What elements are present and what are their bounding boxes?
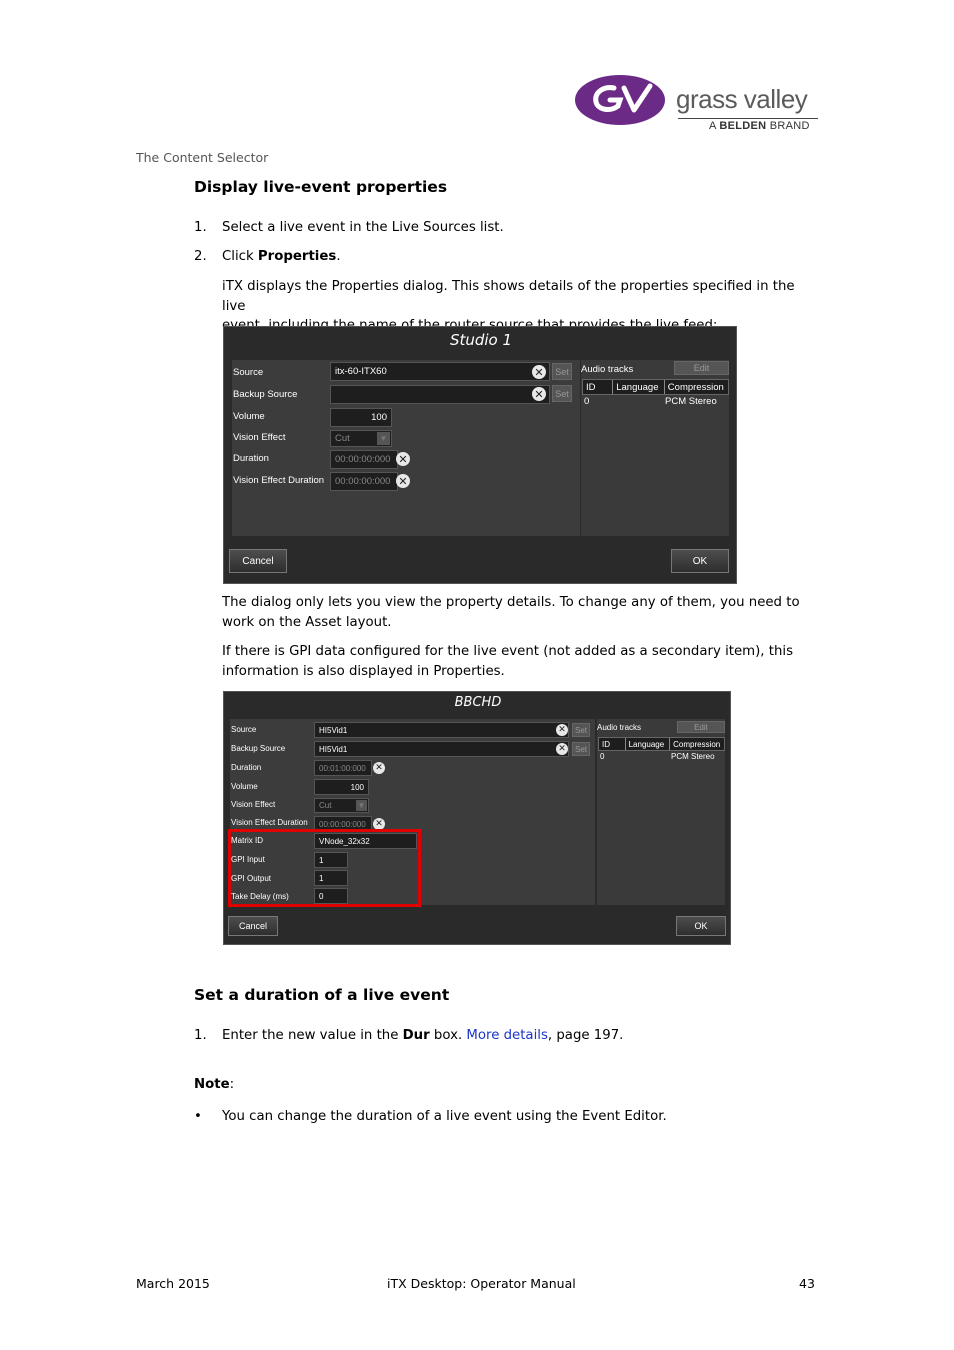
label-vision-effect-duration: Vision Effect Duration (231, 818, 308, 827)
vision-effect-select[interactable]: Cut (314, 798, 369, 813)
step-1: 1. (194, 220, 207, 235)
label-duration: Duration (231, 763, 262, 772)
label-source: Source (231, 725, 257, 734)
footer-title: iTX Desktop: Operator Manual (387, 1276, 576, 1291)
section-heading-set-duration: Set a duration of a live event (194, 986, 450, 1004)
paragraph-properties-intro: iTX displays the Properties dialog. This shows details of the properties specified in the live (222, 279, 795, 314)
label-duration: Duration (233, 453, 269, 464)
col-compression: Compression (673, 739, 721, 749)
ok-button[interactable]: OK (671, 549, 729, 573)
bullet-icon: • (194, 1109, 202, 1124)
col-id: ID (599, 738, 626, 750)
bullet-text: You can change the duration of a live event using the Event Editor. (222, 1109, 667, 1124)
gpi-input-field[interactable]: 1 (314, 852, 348, 868)
label-gpi-input: GPI Input (231, 855, 265, 864)
set-source-button[interactable]: Set (552, 363, 572, 380)
step-1-number: 1. (194, 1028, 207, 1043)
table-row[interactable]: 0 PCM Stereo (600, 752, 715, 761)
col-compression: Compression (667, 381, 724, 393)
label-take-delay: Take Delay (ms) (231, 892, 289, 901)
col-language: Language (626, 738, 671, 750)
paragraph-view-only: The dialog only lets you view the property details. To change any of them, you need to work on the Asset layout. (222, 595, 800, 630)
label-volume: Volume (231, 782, 258, 791)
label-backup-source: Backup Source (231, 744, 286, 753)
clear-duration-icon[interactable]: ✕ (373, 762, 385, 774)
matrix-id-field[interactable]: VNode_32x32 (314, 833, 417, 849)
clear-source-icon[interactable]: ✕ (532, 365, 546, 379)
duration-field[interactable]: 00:01:00:000 (314, 760, 372, 776)
footer-date: March 2015 (136, 1276, 210, 1291)
dialog-title: Studio 1 (449, 331, 513, 349)
label-volume: Volume (233, 411, 265, 422)
cancel-button[interactable]: Cancel (229, 549, 287, 573)
audio-table-header (598, 737, 725, 751)
dialog-title: BBCHD (454, 695, 502, 710)
label-vision-effect: Vision Effect (233, 432, 286, 443)
chevron-down-icon[interactable]: ▼ (357, 801, 366, 810)
source-field[interactable]: HI5Vid1 (314, 722, 569, 738)
footer-page-number: 43 (799, 1276, 815, 1291)
col-id: ID (583, 380, 613, 394)
label-source: Source (233, 367, 264, 378)
gpi-highlight-box (228, 829, 421, 907)
set-backup-button[interactable]: Set (572, 742, 590, 756)
set-source-button[interactable]: Set (572, 723, 590, 737)
duration-field[interactable]: 00:00:00:000 (330, 450, 398, 469)
logo-wordmark: grass valley (676, 84, 808, 114)
label-vision-effect: Vision Effect (231, 800, 276, 809)
edit-audio-button[interactable]: Edit (674, 361, 729, 375)
section-heading-display-properties: Display live-event properties (194, 178, 448, 196)
take-delay-field[interactable]: 0 (314, 888, 348, 904)
backup-source-field[interactable]: HI5Vid1 (314, 741, 569, 757)
audio-tracks-title: Audio tracks (597, 723, 642, 732)
vision-effect-select[interactable]: Cut (330, 430, 392, 447)
properties-dialog-bbchd (223, 691, 731, 945)
step-2-text: Click Properties. (222, 249, 341, 264)
col-language: Language (613, 380, 665, 394)
audio-table-header (582, 379, 729, 395)
audio-tracks-title: Audio tracks (581, 364, 634, 375)
volume-field[interactable]: 100 (314, 779, 369, 795)
clear-source-icon[interactable]: ✕ (556, 724, 568, 736)
paragraph-gpi: If there is GPI data configured for the live event (not added as a secondary item), this information is also displayed in Properties. (222, 644, 794, 679)
label-backup-source: Backup Source (233, 389, 298, 400)
step-1-text: Select a live event in the Live Sources list. (222, 220, 504, 235)
clear-duration-icon[interactable]: ✕ (396, 452, 410, 466)
logo-divider (678, 118, 818, 119)
cancel-button[interactable]: Cancel (228, 916, 278, 936)
running-title: The Content Selector (136, 150, 269, 165)
label-vision-effect-duration: Vision Effect Duration (233, 475, 325, 486)
clear-ved-icon[interactable]: ✕ (373, 818, 385, 830)
clear-ved-icon[interactable]: ✕ (396, 474, 410, 488)
edit-audio-button[interactable]: Edit (677, 721, 725, 733)
volume-field[interactable]: 100 (330, 408, 392, 427)
chevron-down-icon[interactable]: ▼ (377, 432, 390, 445)
vision-effect-duration-field[interactable]: 00:00:00:000 (314, 816, 372, 832)
backup-source-field[interactable] (330, 385, 550, 404)
gpi-output-field[interactable]: 1 (314, 870, 348, 886)
clear-backup-icon[interactable]: ✕ (532, 387, 546, 401)
more-details-link[interactable]: More details (466, 1028, 548, 1043)
grass-valley-logo (574, 72, 824, 136)
source-field[interactable]: itx-60-ITX60 (330, 362, 550, 381)
label-gpi-output: GPI Output (231, 874, 272, 883)
note-label: Note: (194, 1077, 235, 1092)
ok-button[interactable]: OK (676, 916, 726, 936)
table-row[interactable]: 0 PCM Stereo (584, 396, 717, 407)
set-backup-button[interactable]: Set (552, 385, 572, 402)
step-2: 2. (194, 249, 207, 264)
clear-backup-icon[interactable]: ✕ (556, 743, 568, 755)
vision-effect-duration-field[interactable]: 00:00:00:000 (330, 472, 398, 491)
label-matrix-id: Matrix ID (231, 836, 263, 845)
gv-emblem-icon (574, 72, 674, 128)
properties-dialog-studio1 (223, 326, 737, 584)
step-1-duration: Enter the new value in the Dur box. More details, page 197. (222, 1028, 624, 1043)
logo-brand-line: A BELDEN BRAND (709, 120, 810, 132)
